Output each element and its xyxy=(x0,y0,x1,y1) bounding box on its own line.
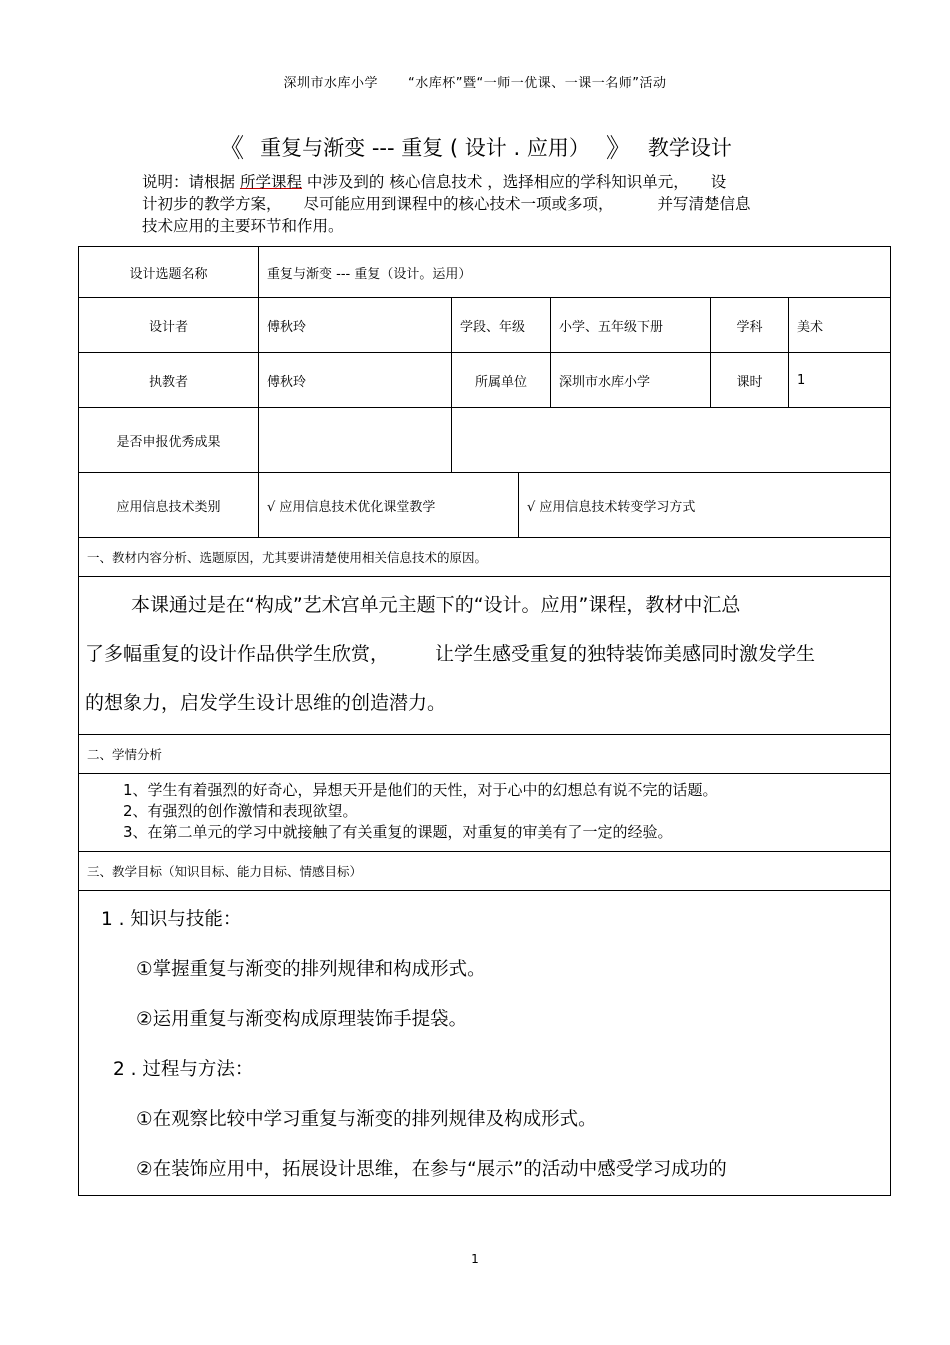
tech-option-2: √ 应用信息技术转变学习方式 xyxy=(519,473,891,538)
title-close-bracket: 》 xyxy=(605,134,632,164)
section-2-body xyxy=(79,774,891,852)
hours-value: 1 xyxy=(789,353,891,408)
unit-value: 深圳市水库小学 xyxy=(551,353,711,408)
hours-label: 课时 xyxy=(711,353,789,408)
section-1-heading: 一、教材内容分析、选题原因，尤其要讲清楚使用相关信息技术的原因。 xyxy=(79,538,891,577)
section-2-body-row xyxy=(79,774,891,852)
goal-2-item: ①在观察比较中学习重复与渐变的排列规律及构成形式。 xyxy=(136,1109,597,1130)
instructions-line-1 xyxy=(142,171,812,193)
form-row-tech xyxy=(79,473,891,538)
lesson-design-form xyxy=(78,246,891,1196)
goal-2-item: ②在装饰应用中，拓展设计思维，在参与“展示”的活动中感受学习成功的 xyxy=(136,1159,727,1180)
grade-value: 小学、五年级下册 xyxy=(551,298,711,353)
instructions-text: 尽可能应用到课程中的核心技术一项或多项， xyxy=(303,195,614,213)
teacher-value: 傅秋玲 xyxy=(259,353,452,408)
list-item: 2、有强烈的创作激情和表现欲望。 xyxy=(123,802,358,820)
goal-1-item: ②运用重复与渐变构成原理装饰手提袋。 xyxy=(136,1009,468,1030)
section-1-body-row xyxy=(79,577,891,735)
goal-1-item: ①掌握重复与渐变的排列规律和构成形式。 xyxy=(136,959,486,980)
section-1-line-3: 的想象力，启发学生设计思维的创造潜力。 xyxy=(85,692,447,714)
instructions-line-3: 技术应用的主要环节和作用。 xyxy=(142,217,344,235)
page-number: 1 xyxy=(471,1252,479,1266)
header-event: “水库杯”暨“一师一优课、一课一名师”活动 xyxy=(408,76,667,91)
title-open-bracket: 《 xyxy=(218,134,245,164)
instructions-text: 并写清楚信息 xyxy=(657,195,751,213)
title-main: 重复与渐变 --- 重复 ( 设计 . 应用） xyxy=(260,136,590,160)
instructions xyxy=(142,171,812,237)
list-item: 1、学生有着强烈的好奇心，异想天开是他们的天性，对于心中的幻想总有说不完的话题。 xyxy=(123,781,718,799)
section-2-heading-row xyxy=(79,735,891,774)
section-2-heading: 二、学情分析 xyxy=(79,735,891,774)
form-row-topic xyxy=(79,247,891,298)
instructions-text: 说明：请根据 xyxy=(142,173,236,191)
section-1-heading-row xyxy=(79,538,891,577)
subject-value: 美术 xyxy=(789,298,891,353)
instructions-line-2 xyxy=(142,193,812,215)
section-3-body xyxy=(79,891,891,1196)
topic-value: 重复与渐变 --- 重复（设计。运用） xyxy=(259,247,891,298)
instructions-text: 中涉及到的 核心信息技术 ，选择相应的学科知识单元， xyxy=(306,173,689,191)
section-1-text: 了多幅重复的设计作品供学生欣赏， xyxy=(85,643,390,665)
designer-value: 傅秋玲 xyxy=(259,298,452,353)
section-3-heading-row xyxy=(79,852,891,891)
goal-2-title: 2 . 过程与方法： xyxy=(113,1059,254,1080)
page-header xyxy=(0,72,950,91)
form-row-designer xyxy=(79,298,891,353)
section-1-body xyxy=(79,577,891,735)
instructions-text: 计初步的教学方案， xyxy=(142,195,282,213)
section-3-heading: 三、教学目标（知识目标、能力目标、情感目标） xyxy=(79,852,891,891)
header-school: 深圳市水库小学 xyxy=(283,76,379,91)
topic-label: 设计选题名称 xyxy=(79,247,259,298)
list-item: 3、在第二单元的学习中就接触了有关重复的课题，对重复的审美有了一定的经验。 xyxy=(123,823,673,841)
designer-label: 设计者 xyxy=(79,298,259,353)
section-1-line-1 xyxy=(85,581,884,630)
grade-label: 学段、年级 xyxy=(452,298,551,353)
award-label: 是否申报优秀成果 xyxy=(79,408,259,473)
instructions-underlined: 所学课程 xyxy=(239,173,302,191)
document-title xyxy=(0,128,950,165)
tech-label: 应用信息技术类别 xyxy=(79,473,259,538)
award-extra xyxy=(452,408,891,473)
goal-1-title: 1 . 知识与技能： xyxy=(101,909,242,930)
section-1-line-2 xyxy=(85,630,884,679)
tech-option-1: √ 应用信息技术优化课堂教学 xyxy=(259,473,519,538)
section-1-text: 让学生感受重复的独特装饰美感同时激发学生 xyxy=(435,643,816,665)
teacher-label: 执教者 xyxy=(79,353,259,408)
title-suffix: 教学设计 xyxy=(647,136,732,160)
instructions-text: 设 xyxy=(710,173,727,191)
section-1-text: 本课通过是在“构成”艺术宫单元主题下的“设计。应用”课程，教材中汇总 xyxy=(131,594,741,616)
subject-label: 学科 xyxy=(711,298,789,353)
form-row-award xyxy=(79,408,891,473)
form-row-teacher xyxy=(79,353,891,408)
unit-label: 所属单位 xyxy=(452,353,551,408)
section-3-body-row xyxy=(79,891,891,1196)
award-value xyxy=(259,408,452,473)
